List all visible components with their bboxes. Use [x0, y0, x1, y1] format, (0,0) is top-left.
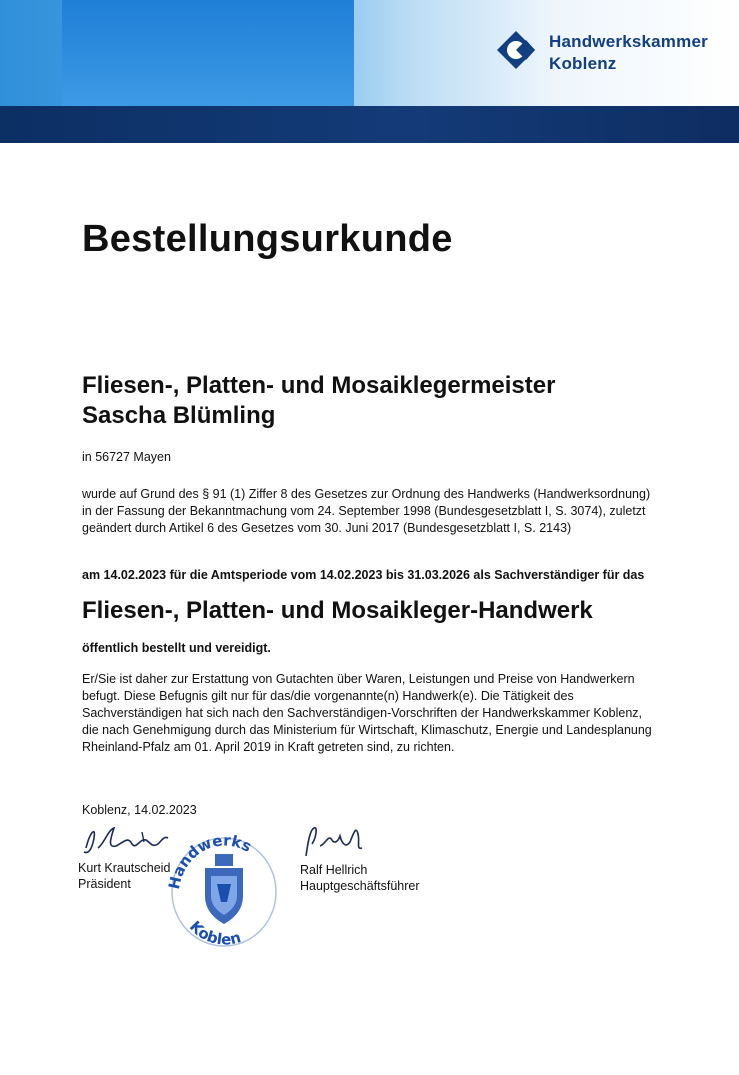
org-name [549, 31, 708, 75]
authority-line: befugt. Diese Befugnis gilt nur für das/die vorgenannte(n) Handwerk(e). Die Tätigkeit des [82, 689, 574, 703]
president-signature [80, 818, 175, 860]
director-name: Ralf Hellrich [300, 863, 368, 877]
president-block [78, 860, 170, 892]
header-band [0, 106, 739, 143]
authority-line: Rheinland-Pfalz am 01. April 2019 in Kraft getreten sind, zu richten. [82, 740, 455, 754]
person-title: Fliesen-, Platten- und Mosaiklegermeister [82, 372, 556, 399]
chamber-logo-icon [496, 30, 536, 70]
header-blue-block [62, 0, 354, 108]
president-name: Kurt Krautscheid [78, 861, 171, 875]
coat-of-arms-icon [205, 854, 243, 924]
person-heading [82, 371, 555, 431]
document-title: Bestellungsurkunde [82, 218, 453, 260]
authority-line: Er/Sie ist daher zur Erstattung von Gutachten über Waren, Leistungen und Preise von Handwerkern [82, 672, 635, 686]
director-signature [300, 822, 370, 862]
director-role: Hauptgeschäftsführer [300, 879, 420, 893]
legal-basis [82, 486, 682, 537]
authority-line: Sachverständigen hat sich nach den Sachverständigen-Vorschriften der Handwerkskammer Koblenz, [82, 706, 643, 720]
legal-line: geändert durch Artikel 6 des Gesetzes vom 30. Juni 2017 (Bundesgesetzblatt I, S. 2143) [82, 521, 572, 535]
legal-line: in der Fassung der Bekanntmachung vom 24. September 1998 (Bundesgesetzblatt I, S. 3074), zuletzt [82, 504, 646, 518]
official-stamp [165, 820, 283, 950]
header-banner [0, 0, 739, 143]
director-block [300, 862, 420, 894]
authority-text [82, 671, 692, 756]
place-date: Koblenz, 14.02.2023 [82, 803, 197, 817]
legal-line: wurde auf Grund des § 91 (1) Ziffer 8 des Gesetzes zur Ordnung des Handwerks (Handwerksordnung) [82, 487, 651, 501]
stamp-text-bottom: Koblen [186, 917, 243, 949]
president-role: Präsident [78, 877, 131, 891]
appointment-period: am 14.02.2023 für die Amtsperiode vom 14.02.2023 bis 31.03.2026 als Sachverständiger für das [82, 568, 645, 582]
org-name-line1: Handwerkskammer [549, 32, 708, 51]
trade-heading: Fliesen-, Platten- und Mosaikleger-Handwerk [82, 597, 593, 624]
person-name: Sascha Blümling [82, 402, 276, 429]
org-name-line2: Koblenz [549, 54, 617, 73]
sworn-statement: öffentlich bestellt und vereidigt. [82, 641, 271, 655]
person-location: in 56727 Mayen [82, 450, 171, 464]
authority-line: die nach Genehmigung durch das Ministerium für Wirtschaft, Klimaschutz, Energie und Landesplanung [82, 723, 652, 737]
stamp-text-top: Handwerks [165, 831, 255, 891]
